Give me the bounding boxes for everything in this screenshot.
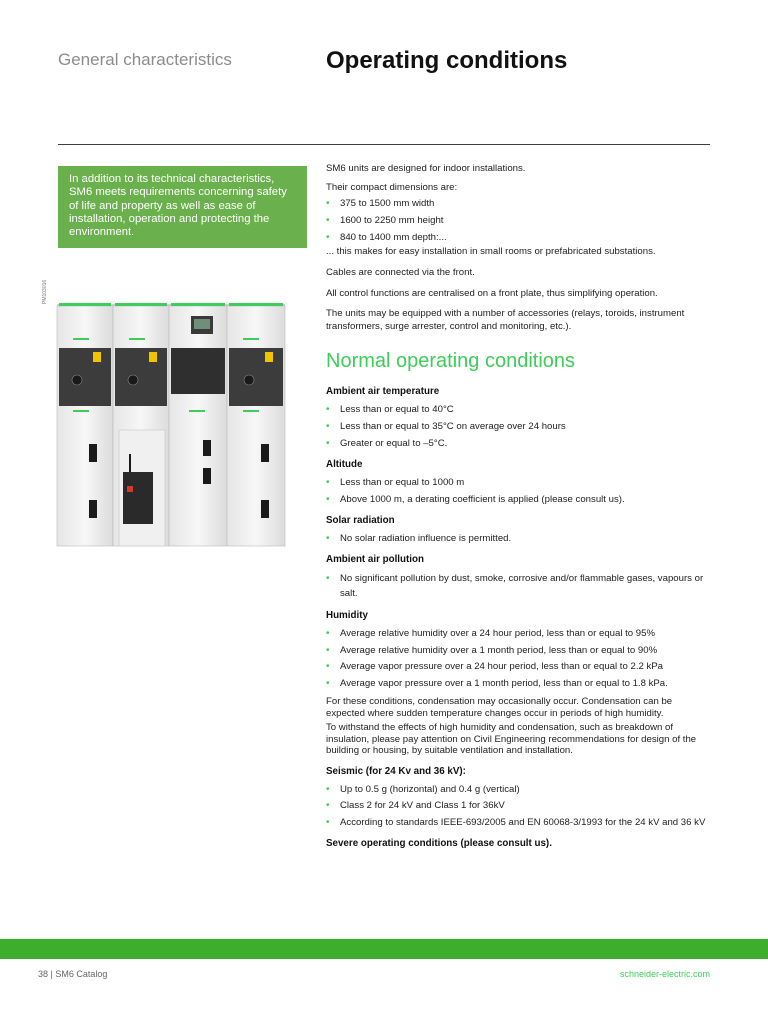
list-item: • 840 to 1400 mm depth:... <box>326 231 710 244</box>
intro-p3: ... this makes for easy installation in small rooms or prefabricated substations. <box>326 246 656 258</box>
main-content <box>326 162 710 855</box>
seismic-heading: Seismic (for 24 Kv and 36 kV): <box>326 765 466 777</box>
intro-p1: SM6 units are designed for indoor installations. <box>326 163 526 174</box>
photo-credit: PM103016 <box>42 279 48 304</box>
solar-heading: Solar radiation <box>326 514 395 526</box>
temperature-list <box>326 403 710 450</box>
humidity-note-2: To withstand the effects of high humidity and condensation, such as breakdown of insulation, please pay attention on Civil Engineering recommendations for design of the building or housing, by suitable ventilation and installation. <box>326 722 697 757</box>
list-item: • Average vapor pressure over a 1 month period, less than or equal to 1.8 kPa. <box>326 677 710 690</box>
list-item: • Average relative humidity over a 1 month period, less than or equal to 90% <box>326 644 710 657</box>
humidity-note-1: For these conditions, condensation may occasionally occur. Condensation can be expected where sudden temperature changes occur in periods of high humidity. <box>326 696 673 719</box>
intro-p6: The units may be equipped with a number of accessories (relays, toroids, instrument transformers, surge arrester, control and monitoring, etc.). <box>326 308 685 332</box>
altitude-heading: Altitude <box>326 458 363 470</box>
list-item: • Less than or equal to 35°C on average over 24 hours <box>326 420 710 433</box>
list-item: • Up to 0.5 g (horizontal) and 0.4 g (vertical) <box>326 783 710 796</box>
altitude-list <box>326 476 710 506</box>
list-item: • 375 to 1500 mm width <box>326 197 710 210</box>
pollution-list <box>326 571 710 601</box>
list-item: • 1600 to 2250 mm height <box>326 214 710 227</box>
temperature-heading: Ambient air temperature <box>326 386 440 398</box>
footer-green-bar <box>0 939 768 959</box>
list-item: • No solar radiation influence is permitted. <box>326 532 710 545</box>
list-item: • Greater or equal to –5°C. <box>326 437 710 450</box>
humidity-list <box>326 627 710 690</box>
switchgear-photo <box>55 300 287 548</box>
humidity-heading: Humidity <box>326 609 368 621</box>
list-item: • Less than or equal to 1000 m <box>326 476 710 489</box>
list-item: • Average vapor pressure over a 24 hour period, less than or equal to 2.2 kPa <box>326 660 710 673</box>
section-label: General characteristics <box>58 50 232 69</box>
intro-p5: All control functions are centralised on a front plate, thus simplifying operation. <box>326 288 658 300</box>
header-rule <box>58 144 710 145</box>
dimensions-list <box>326 197 710 244</box>
list-item: • Above 1000 m, a derating coefficient is applied (please consult us). <box>326 493 710 506</box>
seismic-list <box>326 783 710 830</box>
severe-conditions-note: Severe operating conditions (please consult us). <box>326 838 552 850</box>
footer-website-link[interactable]: schneider-electric.com <box>619 969 710 979</box>
list-item: • According to standards IEEE-693/2005 and EN 60068-3/1993 for the 24 kV and 36 kV <box>326 816 710 829</box>
footer-page-info: 38 | SM6 Catalog <box>38 969 108 979</box>
normal-conditions-heading: Normal operating conditions <box>326 350 576 373</box>
intro-p4: Cables are connected via the front. <box>326 267 475 279</box>
solar-list <box>326 532 710 545</box>
intro-highlight-box: In addition to its technical characteristics, SM6 meets requirements concerning safety of life and property as well as ease of installation, operation and protecting the environment. <box>58 166 307 248</box>
intro-p2: Their compact dimensions are: <box>326 182 458 193</box>
list-item: • No significant pollution by dust, smoke, corrosive and/or flammable gases, vapours or salt. <box>326 571 710 601</box>
list-item: • Less than or equal to 40°C <box>326 403 710 416</box>
list-item: • Average relative humidity over a 24 hour period, less than or equal to 95% <box>326 627 710 640</box>
list-item: • Class 2 for 24 kV and Class 1 for 36kV <box>326 799 710 812</box>
page-title: Operating conditions <box>326 47 568 74</box>
pollution-heading: Ambient air pollution <box>326 553 424 565</box>
